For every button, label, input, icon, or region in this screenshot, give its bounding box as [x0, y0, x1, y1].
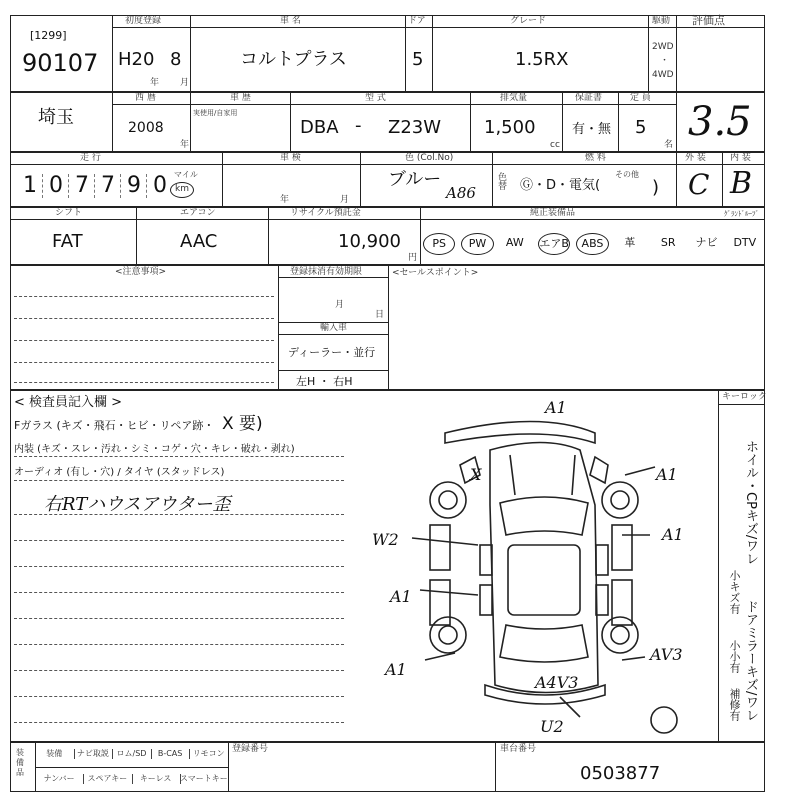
damage-mark: A1 [385, 660, 407, 679]
color-label: 色 (Col.No) [405, 153, 454, 163]
color-code: A86 [446, 184, 476, 202]
sales-label: <セールスポイント> [392, 268, 479, 278]
equipment-item: ナビ [695, 236, 718, 249]
model-label: 型 式 [365, 93, 386, 103]
chassis-number: 0503877 [580, 763, 661, 784]
damage-mark: AV3 [650, 645, 683, 664]
right-note-4: 小小有 [728, 640, 741, 673]
mileage-digit: 7 [70, 174, 95, 198]
equipment-item: 革 [624, 236, 636, 249]
damage-mark: W2 [372, 530, 399, 549]
rating-label: 評価点 [692, 14, 725, 27]
keylock-label: キーロック [722, 392, 767, 402]
equipment-item: SR [660, 236, 676, 249]
drive-label: 駆動 [652, 16, 671, 26]
footer-item: スペアキー [83, 774, 132, 784]
year-unit-2: 年 [180, 140, 190, 150]
mileage-digit: 0 [153, 173, 167, 198]
damage-mark: X [470, 465, 482, 484]
audio-line: オーディオ (有し・穴) / タイヤ (スタッドレス) [14, 467, 225, 478]
fuel-value: Ⓖ・D・電気( [520, 178, 601, 193]
western-year-label: 西 暦 [135, 93, 156, 103]
exterior: C [688, 168, 710, 201]
doors: 5 [412, 49, 424, 70]
footer-item: 装備 [35, 749, 75, 759]
km-label: km [170, 182, 194, 198]
damage-mark: A1 [390, 587, 412, 606]
expiry-day: 日 [375, 310, 385, 320]
color-change: 色替 [496, 172, 506, 190]
inspection-year-unit: 年 [280, 195, 290, 205]
footer-item: B-CAS [151, 749, 191, 759]
car-name: コルトプラス [240, 49, 347, 70]
right-note-1: ホイル・CPキズ/ワレ [743, 440, 758, 566]
western-year: 2008 [128, 120, 164, 136]
handwritten-note: 右RTハウスアウター歪 [44, 494, 231, 515]
reg-month: 8 [170, 49, 182, 70]
import-dealer: ディーラー・並行 [288, 346, 376, 359]
capacity-label: 定 員 [630, 93, 651, 103]
model-dash: - [355, 115, 362, 136]
mileage-label: 走 行 [80, 153, 101, 163]
mile-label: マイル [174, 170, 198, 179]
warranty-value: 有・無 [572, 122, 612, 137]
damage-mark: U2 [540, 717, 564, 736]
footer-item: キーレス [132, 774, 181, 784]
footer-items-row-2 [35, 767, 228, 792]
yen-unit: 円 [408, 253, 418, 263]
equipment-item: AW [505, 236, 524, 249]
capacity: 5 [635, 117, 647, 138]
inspector-title: < 検査員記入欄 > [14, 395, 123, 410]
chassis-label: 車台番号 [500, 744, 537, 754]
year-unit: 年 [150, 78, 160, 88]
equipment-item: DTV [733, 236, 757, 249]
interior-line: 内装 (キズ・スレ・汚れ・シミ・コゲ・穴・キレ・破れ・剥れ) [14, 444, 295, 455]
expiry-month: 月 [335, 300, 345, 310]
footer-item: ナンバー [35, 774, 84, 784]
car-name-label: 車 名 [280, 16, 301, 26]
displacement-label: 排気量 [500, 93, 528, 103]
footer-item: ナビ取説 [74, 749, 114, 759]
interior: B [730, 166, 753, 201]
recycle: 10,900 [338, 231, 401, 252]
mileage-digit: 0 [44, 174, 69, 198]
damage-mark: A4V3 [535, 673, 579, 692]
drive-2wd: 2WD [652, 42, 674, 52]
steering: 左H ・ 右H [296, 375, 353, 388]
history-sub: 実使用/自家用 [193, 109, 238, 117]
drive-4wd: 4WD [652, 70, 674, 80]
right-note-5: 補修有 [728, 688, 741, 721]
history-label: 車 歴 [230, 93, 251, 103]
equipment-item: エアB [538, 233, 570, 255]
damage-mark: A1 [662, 525, 684, 544]
shift-label: シフト [55, 208, 83, 218]
tv-label: ｸﾞﾗﾝﾄﾞﾙｰﾌﾞ [724, 210, 759, 218]
score: 3.5 [688, 99, 752, 145]
grade: 1.5RX [515, 49, 569, 70]
first-reg-label: 初度登録 [125, 16, 162, 26]
warranty-label: 保証書 [575, 93, 603, 103]
ac: AAC [180, 231, 218, 252]
ac-label: エアコン [180, 208, 216, 218]
reg-number-label: 登録番号 [232, 744, 269, 754]
mileage-digit: 9 [122, 174, 147, 198]
equipment-item: PW [461, 233, 493, 255]
inspection-month-unit: 月 [340, 195, 350, 205]
equipment-list [420, 219, 765, 265]
reg-expiry-label: 登録抹消有効期限 [290, 267, 363, 277]
fuel-other: その他 [615, 170, 639, 179]
damage-mark: A1 [545, 398, 567, 417]
region: 埼玉 [38, 107, 74, 128]
import-label: 輸入車 [320, 323, 348, 333]
damage-marks [350, 395, 718, 740]
right-note-2: 小キズ有 [728, 570, 741, 614]
equipment-item: PS [423, 233, 455, 255]
color: ブルー [388, 169, 442, 190]
caution-label: <注意事項> [115, 267, 167, 277]
inspection-label: 車 検 [280, 153, 301, 163]
grade-label: グレード [510, 16, 547, 26]
footer-items-row-1 [35, 742, 228, 767]
model-code: Z23W [388, 117, 442, 138]
mileage-digit: 1 [18, 174, 43, 198]
door-label: ドア [408, 16, 426, 26]
equipment-label: 純正装備品 [530, 208, 576, 218]
interior-label: 内 装 [730, 153, 751, 163]
footer-item: ロム/SD [112, 749, 152, 759]
shift: FAT [52, 231, 83, 252]
exterior-label: 外 装 [685, 153, 706, 163]
mileage-digit: 7 [96, 174, 121, 198]
damage-mark: A1 [656, 465, 678, 484]
glass-mark: X 要) [222, 414, 263, 434]
glass-line: Fガラス (キズ・飛石・ヒビ・リペア跡・ [14, 419, 215, 432]
right-note-3: ドアミラーキズ/ワレ [743, 600, 758, 722]
capacity-unit: 名 [664, 140, 674, 150]
fuel-label: 燃 料 [585, 153, 606, 163]
month-unit: 月 [180, 78, 190, 88]
lot-number: 90107 [22, 49, 99, 77]
model-prefix: DBA [300, 117, 339, 138]
equipment-item: ABS [576, 233, 608, 255]
era-year: H20 [118, 49, 155, 70]
footer-item: スマートキー [179, 774, 228, 783]
displacement: 1,500 [484, 117, 536, 138]
footer-item: リモコン [192, 749, 225, 758]
footer-side-label: 装 備 品 [16, 748, 24, 777]
cc-unit: cc [550, 140, 560, 150]
recycle-label: リサイクル預託金 [290, 208, 361, 218]
lot-box: [1299] [30, 29, 67, 42]
